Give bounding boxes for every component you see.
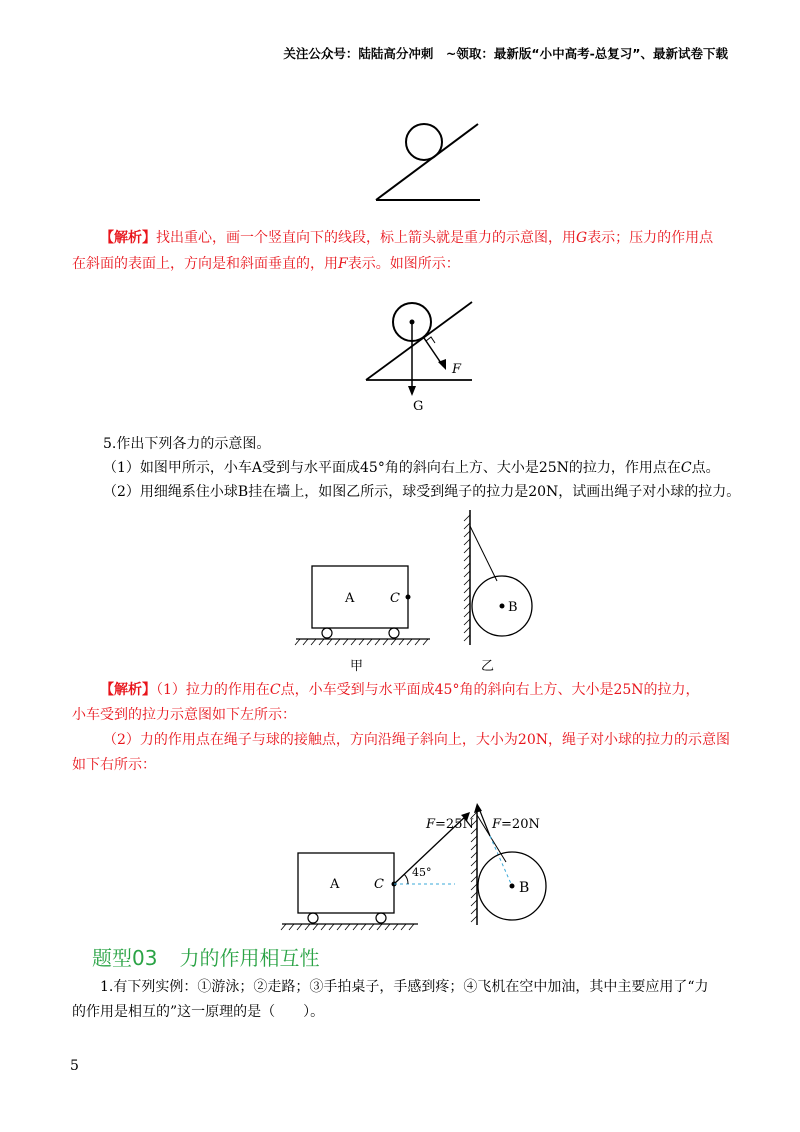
analysis-tag: 【解析】 xyxy=(100,230,156,246)
q5-item1 xyxy=(103,456,720,480)
fig4-point-label: C xyxy=(374,877,384,892)
figure-ball-on-incline xyxy=(376,124,480,200)
analysis2-p1-line2: 小车受到的拉力示意图如下左所示： xyxy=(72,707,296,723)
fig4-angle-label: 45° xyxy=(412,866,432,879)
fig4-force2-label xyxy=(491,817,540,832)
fig3-caption-left: 甲 xyxy=(350,659,364,674)
fig4-force1-f: F xyxy=(426,817,436,832)
analysis1-line1 xyxy=(100,226,713,250)
section-prefix: 题型03 xyxy=(92,946,158,970)
analysis2-p1-c: C xyxy=(269,682,281,698)
fig4-force1-label xyxy=(425,817,474,832)
fig4-ball-label: B xyxy=(519,880,530,896)
page-header: 关注公众号：陆陆高分冲刺 ~领取：最新版“小中高考-总复习”、最新试卷下载 xyxy=(283,46,728,61)
figure-cart-and-wall xyxy=(295,510,532,674)
figure-ball-forces xyxy=(366,302,472,414)
analysis1-text-c: 在斜面的表面上，方向是和斜面垂直的，用 xyxy=(72,256,338,272)
section-title xyxy=(92,942,319,971)
analysis1-line2 xyxy=(72,252,460,276)
section-title-text: 力的作用相互性 xyxy=(179,946,320,970)
fig2-f-label: F xyxy=(452,362,462,377)
analysis1-text-b: 表示；压力的作用点 xyxy=(587,230,714,246)
fig3-ball-label: B xyxy=(508,600,518,615)
analysis-tag-2: 【解析】 xyxy=(100,682,156,698)
figure-solution-forces xyxy=(281,803,546,930)
analysis2-p2-line2: 如下右所示： xyxy=(72,757,156,773)
analysis2-p1-b: 点，小车受到与水平面成45°角的斜向右上方、大小是25N的拉力， xyxy=(280,682,700,698)
fig4-cart-label: A xyxy=(330,877,340,892)
fig4-force1-val: =25N xyxy=(435,817,474,832)
fig4-force2-f: F xyxy=(492,817,502,832)
analysis2-p2-line1: （2）力的作用点在绳子与球的接触点，方向沿绳子斜向上，大小为20N，绳子对小球的拉力的示意图 xyxy=(103,732,730,748)
fig4-force2-val: =20N xyxy=(501,817,540,832)
analysis1-g: G xyxy=(576,230,588,246)
analysis1-f: F xyxy=(338,256,348,272)
fig3-point-label: C xyxy=(390,591,400,606)
q5-item1-c: C xyxy=(680,460,692,476)
fig3-cart-label: A xyxy=(345,591,355,606)
analysis1-text-a: 找出重心，画一个竖直向下的线段，标上箭头就是重力的示意图，用 xyxy=(156,230,576,246)
analysis2-p1 xyxy=(100,678,700,702)
q5-item1-text-b: 点。 xyxy=(691,460,720,476)
q5-item1-text-a: （1）如图甲所示，小车A受到与水平面成45°角的斜向右上方、大小是25N的拉力，作用点在 xyxy=(103,460,681,476)
q5-item2: （2）用细绳系住小球B挂在墙上，如图乙所示，球受到绳子的拉力是20N，试画出绳子对小球的拉力。 xyxy=(103,484,741,500)
analysis1-text-d: 表示。如图所示： xyxy=(347,256,460,272)
fig2-g-label: G xyxy=(413,399,424,414)
q5-title: 5.作出下列各力的示意图。 xyxy=(103,436,271,452)
analysis2-p1-a: （1）拉力的作用在 xyxy=(156,682,270,698)
page-number: 5 xyxy=(70,1058,79,1074)
q1-line1: 1.有下列实例：①游泳；②走路；③手拍桌子，手感到疼；④飞机在空中加油，其中主要应用了“力 xyxy=(100,979,709,995)
q1-line2: 的作用是相互的”这一原理的是（ ）。 xyxy=(72,1004,325,1020)
fig3-caption-right: 乙 xyxy=(481,659,495,674)
